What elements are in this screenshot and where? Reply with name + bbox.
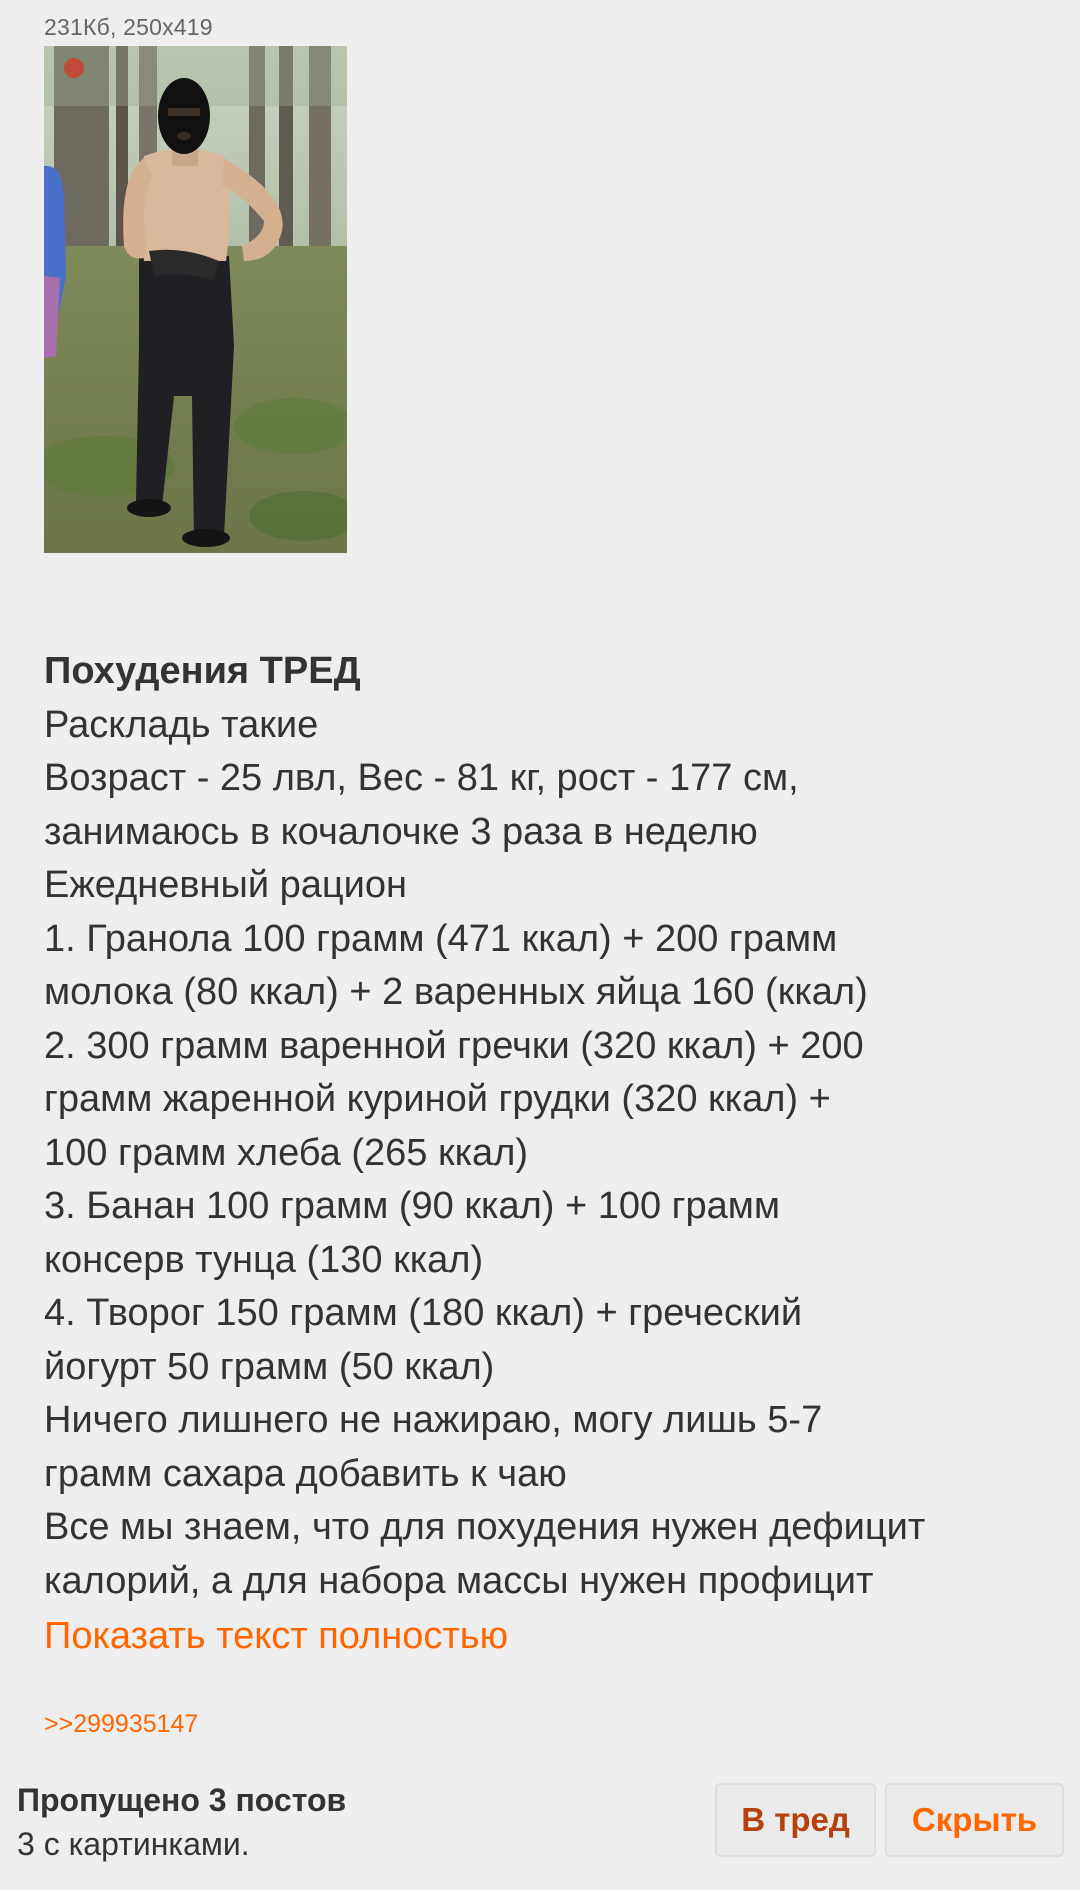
show-full-text-link[interactable]: Показать текст полностью [44, 1615, 509, 1657]
post-text-line: Ничего лишнего не нажираю, могу лишь 5-7 [44, 1399, 823, 1441]
post-text-line: Все мы знаем, что для похудения нужен дефицит [44, 1506, 926, 1548]
hide-thread-button[interactable]: Скрыть [885, 1783, 1064, 1857]
file-info: 231Кб, 250x419 [44, 14, 213, 40]
post-text-line: 1. Гранола 100 грамм (471 ккал) + 200 грамм [44, 917, 838, 960]
post-text-line: молока (80 ккал) + 2 варенных яйца 160 (ккал) [44, 971, 868, 1013]
post-text-line: занимаюсь в кочалочке 3 раза в неделю [44, 810, 758, 853]
skipped-posts-info [17, 1778, 346, 1866]
post-text-line: грамм сахара добавить к чаю [44, 1452, 567, 1495]
post-text-line: 100 грамм хлеба (265 ккал) [44, 1131, 529, 1174]
post-text-line: грамм жаренной куриной грудки (320 ккал) + [44, 1078, 831, 1120]
post-text-line: калорий, а для набора массы нужен профицит [44, 1559, 874, 1602]
open-thread-button[interactable]: В тред [715, 1783, 876, 1857]
post-image-thumbnail[interactable] [44, 46, 347, 553]
post-text-line: 4. Творог 150 грамм (180 ккал) + греческий [44, 1292, 803, 1334]
post-text-line: 3. Банан 100 грамм (90 ккал) + 100 грамм [44, 1185, 781, 1227]
post-text-line: йогурт 50 грамм (50 ккал) [44, 1345, 495, 1388]
post-text-line: консерв тунца (130 ккал) [44, 1238, 484, 1281]
skipped-posts-title: Пропущено 3 постов [17, 1782, 347, 1818]
forest-photo-image [44, 46, 347, 553]
post-subject: Похудения ТРЕД [44, 650, 361, 692]
post-text-line: Ежедневный рацион [44, 864, 408, 906]
post-text-line: Возраст - 25 лвл, Вес - 81 кг, рост - 177 см, [44, 757, 799, 799]
post-body [44, 645, 1044, 1664]
post-text-line: 2. 300 грамм варенной гречки (320 ккал) + 200 [44, 1024, 864, 1067]
post-text-line: Раскладь такие [44, 703, 319, 746]
reply-link[interactable]: >>299935147 [44, 1710, 199, 1738]
skipped-posts-subtitle: 3 с картинками. [17, 1826, 250, 1862]
